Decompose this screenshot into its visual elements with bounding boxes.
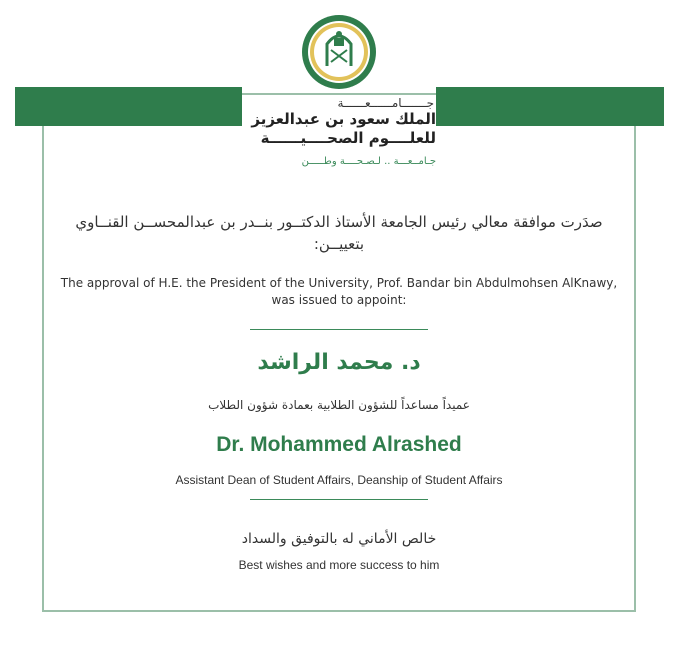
intro-english: The approval of H.E. the President of the University, Prof. Bandar bin Abdulmohsen AlKnawy, was issued to appoint:	[60, 276, 618, 307]
wishes-english: Best wishes and more success to him	[238, 558, 440, 572]
university-name-line2: الملك سعود بن عبدالعزيز	[251, 110, 436, 128]
divider-bottom	[250, 499, 428, 500]
green-band-right	[436, 87, 664, 126]
appointee-title-arabic: عميداً مساعداً للشؤون الطلابية بعمادة شؤون الطلاب	[208, 398, 470, 412]
appointee-title-english: Assistant Dean of Student Affairs, Deanship of Student Affairs	[175, 473, 503, 487]
university-name	[250, 96, 436, 167]
university-name-line1: جـــــــامــــــعــــــة	[337, 96, 434, 110]
divider-top	[250, 329, 428, 330]
university-tagline: جـامــعـــة .. لـصـحــــة وطـــــن	[301, 156, 436, 167]
wishes-arabic: خالص الأماني له بالتوفيق والسداد	[241, 531, 437, 547]
intro-arabic: صدَرت موافقة معالي رئيس الجامعة الأستاذ الدكتــور بنــدر بن عبدالمحســن القنــاوي بتعييــن:	[75, 213, 603, 253]
university-seal-logo	[301, 14, 377, 90]
appointee-name-english: Dr. Mohammed Alrashed	[216, 433, 462, 456]
appointee-name-arabic: د. محمد الراشد	[257, 350, 421, 375]
green-band-left	[15, 87, 242, 126]
university-name-line3: للعلــــوم الصحــــيــــــة	[260, 129, 436, 147]
